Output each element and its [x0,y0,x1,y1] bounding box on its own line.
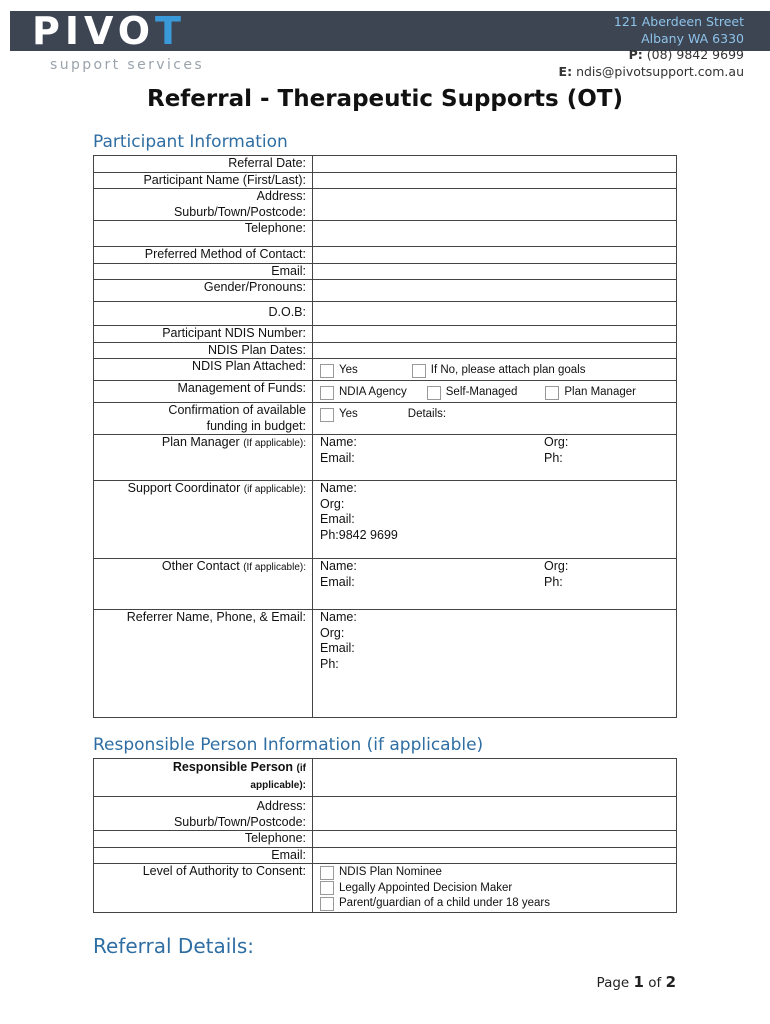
phone-label: P: [628,47,643,62]
label-dob: D.O.B: [94,302,313,326]
contact-block [559,14,744,80]
field-ndis-number[interactable] [313,326,677,343]
option-legal: Legally Appointed Decision Maker [339,881,513,894]
field-email[interactable] [313,263,677,280]
field-participant-name[interactable] [313,172,677,189]
address-line-1: 121 Aberdeen Street [613,14,744,29]
field-authority [313,864,677,913]
label-email: Email: [94,263,313,280]
field-plan-dates[interactable] [313,342,677,359]
field-referral-date[interactable] [313,156,677,173]
option-plan-manager: Plan Manager [564,386,636,398]
participant-heading: Participant Information [93,132,288,152]
checkbox-plan-no[interactable] [412,364,426,378]
responsible-heading: Responsible Person Information (if applicable) [93,735,484,755]
option-self: Self-Managed [445,386,518,398]
label-responsible-person: Responsible Person (if applicable): [94,759,313,797]
field-referrer[interactable]: Name: Org: Email: Ph: [313,610,677,718]
label-responsible-telephone: Telephone: [94,831,313,848]
checkbox-ndia[interactable] [320,386,334,400]
option-plan-no: If No, please attach plan goals [430,364,586,376]
email-label: E: [558,63,573,79]
field-other-contact[interactable]: Name: Org: Email: Ph: [313,559,677,610]
label-plan-attached: NDIS Plan Attached: [94,359,313,381]
label-confirmation: Confirmation of available funding in budget: [94,403,313,435]
field-dob[interactable] [313,302,677,326]
checkbox-legal[interactable] [320,881,334,895]
address-line-2: Albany WA 6330 [641,30,744,46]
label-participant-name: Participant Name (First/Last): [94,172,313,189]
field-telephone[interactable] [313,221,677,247]
option-plan-yes: Yes [339,364,358,376]
field-support-coordinator[interactable]: Name: Org: Email: Ph:9842 9699 [313,481,677,559]
option-ndia: NDIA Agency [339,386,407,398]
field-responsible-email[interactable] [313,847,677,864]
label-authority: Level of Authority to Consent: [94,864,313,913]
label-responsible-address: Address: Suburb/Town/Postcode: [94,797,313,831]
tagline: support services [50,57,205,73]
field-responsible-address[interactable] [313,797,677,831]
label-telephone: Telephone: [94,221,313,247]
phone-value: (08) 9842 9699 [646,47,744,62]
option-confirm-yes: Yes [339,408,358,420]
field-management [313,381,677,403]
checkbox-plan-yes[interactable] [320,364,334,378]
label-address: Address: Suburb/Town/Postcode: [94,189,313,221]
logo: PIVOT [32,9,186,53]
support-coordinator-phone: Ph:9842 9699 [320,527,398,542]
email-value[interactable]: ndis@pivotsupport.com.au [576,63,744,79]
checkbox-nominee[interactable] [320,866,334,880]
label-preferred-contact: Preferred Method of Contact: [94,247,313,264]
checkbox-plan-manager[interactable] [545,386,559,400]
field-responsible-telephone[interactable] [313,831,677,848]
checkbox-self[interactable] [427,386,441,400]
page-indicator: Page 1 of 2 [596,973,676,991]
label-plan-dates: NDIS Plan Dates: [94,342,313,359]
option-parent: Parent/guardian of a child under 18 years [339,897,550,909]
checkbox-confirm-yes[interactable] [320,408,334,422]
responsible-table [93,758,677,913]
field-gender[interactable] [313,280,677,302]
page-title: Referral - Therapeutic Supports (OT) [146,86,623,112]
field-address[interactable] [313,189,677,221]
label-ndis-number: Participant NDIS Number: [94,326,313,343]
label-details: Details: [407,408,447,420]
field-confirmation [313,403,677,435]
label-gender: Gender/Pronouns: [94,280,313,302]
checkbox-parent[interactable] [320,897,334,911]
label-support-coordinator: Support Coordinator (if applicable): [94,481,313,559]
field-preferred-contact[interactable] [313,247,677,264]
label-referral-date: Referral Date: [94,156,313,173]
label-plan-manager: Plan Manager (If applicable): [94,435,313,481]
option-nominee: NDIS Plan Nominee [339,866,442,878]
label-management: Management of Funds: [94,381,313,403]
participant-table [93,155,677,718]
referral-details-heading: Referral Details: [93,934,254,958]
label-other-contact: Other Contact (If applicable): [94,559,313,610]
field-plan-attached [313,359,677,381]
field-responsible-person[interactable] [313,759,677,797]
label-responsible-email: Email: [94,847,313,864]
field-plan-manager[interactable]: Name: Org: Email: Ph: [313,435,677,481]
label-referrer: Referrer Name, Phone, & Email: [94,610,313,718]
